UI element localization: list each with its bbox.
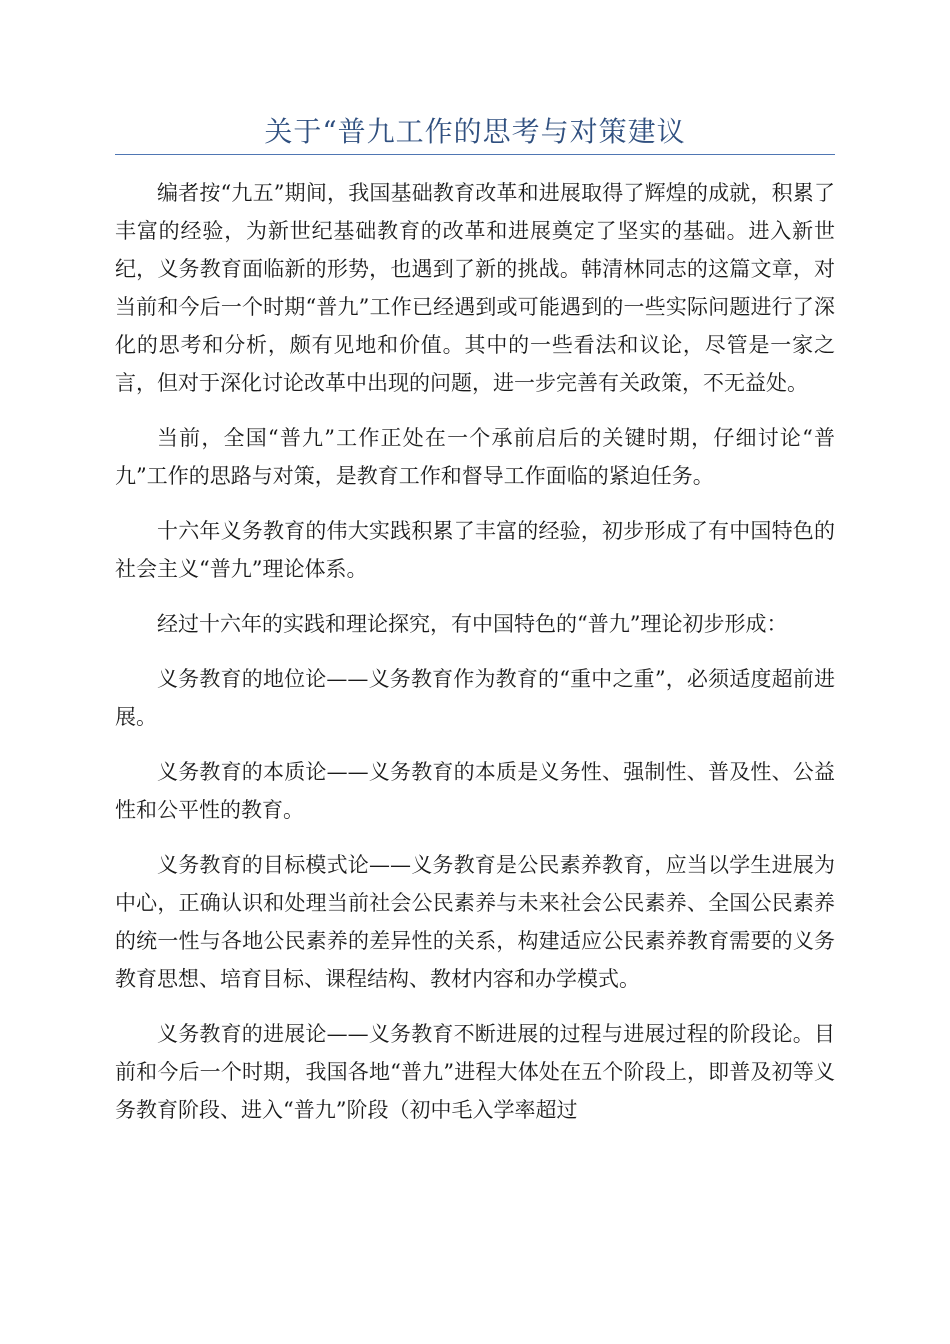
document-body [115, 174, 835, 1146]
paragraph: 义务教育的目标模式论——义务教育是公民素养教育，应当以学生进展为中心，正确认识和处理当前社会公民素养与未来社会公民素养、全国公民素养的统一性与各地公民素养的差异性的关系，构建适应公民素养教育需要的义务教育思想、培育目标、课程结构、教材内容和办学模式。 [115, 853, 835, 991]
paragraph-editor-note: 编者按“九五”期间，我国基础教育改革和进展取得了辉煌的成就，积累了丰富的经验，为新世纪基础教育的改革和进展奠定了坚实的基础。进入新世纪，义务教育面临新的形势，也遇到了新的挑战。韩清林同志的这篇文章，对当前和今后一个时期“普九”工作已经遇到或可能遇到的一些实际问题进行了深化的思考和分析，颇有见地和价值。其中的一些看法和议论，尽管是一家之言，但对于深化讨论改革中出现的问题，进一步完善有关政策，不无益处。 [115, 181, 835, 395]
document-title: 关于“普九工作的思考与对策建议 [264, 115, 686, 148]
paragraph: 义务教育的进展论——义务教育不断进展的过程与进展过程的阶段论。目前和今后一个时期，我国各地“普九”进程大体处在五个阶段上，即普及初等义务教育阶段、进入“普九”阶段（初中毛入学率超过 [115, 1022, 835, 1122]
paragraph: 十六年义务教育的伟大实践积累了丰富的经验，初步形成了有中国特色的社会主义“普九”理论体系。 [115, 519, 835, 581]
paragraph: 经过十六年的实践和理论探究，有中国特色的“普九”理论初步形成： [157, 612, 788, 636]
title-underline [115, 154, 835, 155]
paragraph: 义务教育的地位论——义务教育作为教育的“重中之重”，必须适度超前进展。 [115, 667, 835, 729]
paragraph: 当前，全国“普九”工作正处在一个承前启后的关键时期，仔细讨论“普九”工作的思路与对策，是教育工作和督导工作面临的紧迫任务。 [115, 426, 835, 488]
paragraph: 义务教育的本质论——义务教育的本质是义务性、强制性、普及性、公益性和公平性的教育。 [115, 760, 835, 822]
